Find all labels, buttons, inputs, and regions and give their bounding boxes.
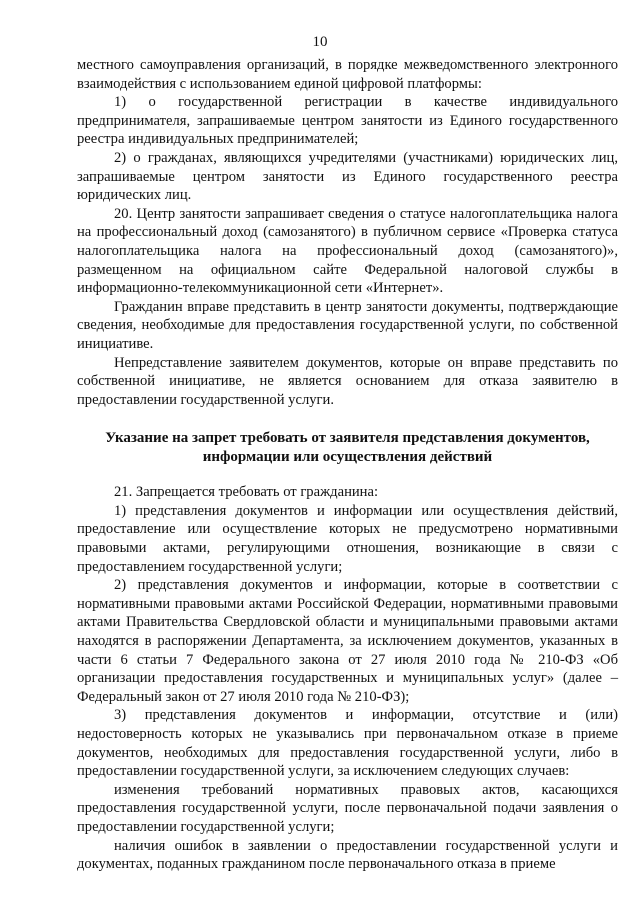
paragraph: Непредставление заявителем документов, которые он вправе представить по собственной инициативе, не является основанием для отказа заявителю в предоставлении государственной услуги. bbox=[77, 354, 618, 408]
paragraph: местного самоуправления организаций, в порядке межведомственного электронного взаимодействия с использованием единой цифровой платформы: bbox=[77, 57, 618, 92]
section-heading: Указание на запрет требовать от заявителя представления документов, информации или осуществления действий bbox=[105, 430, 590, 465]
spacer bbox=[77, 466, 618, 483]
paragraph: Гражданин вправе представить в центр занятости документы, подтверждающие сведения, необходимые для предоставления государственной услуги, по собственной инициативе. bbox=[77, 298, 618, 352]
paragraph: 1) о государственной регистрации в качестве индивидуального предпринимателя, запрашиваемые центром занятости из Единого государственного реестра индивидуальных предпринимателей; bbox=[77, 94, 618, 148]
paragraph: 21. Запрещается требовать от гражданина: bbox=[114, 484, 379, 501]
spacer bbox=[77, 409, 618, 429]
paragraph: 1) представления документов и информации или осуществления действий, предоставление или осуществление которых не предусмотрено нормативными правовыми актами, регулирующими отношения, возникающие в связи с предоставлением государственной услуги; bbox=[77, 502, 618, 575]
page-number: 10 bbox=[312, 34, 328, 50]
paragraph: 20. Центр занятости запрашивает сведения о статусе налогоплательщика налога на профессиональный доход (самозанятого) в публичном сервисе «Проверка статуса налогоплательщика налога на профессиональный доход (самозанятого)», размещенном на официальном сайте Федеральной налоговой службы в информационно-телекоммуникационной сети «Интернет». bbox=[77, 205, 618, 297]
paragraph: 2) о гражданах, являющихся учредителями (участниками) юридических лиц, запрашиваемые центром занятости из Единого государственного реестра юридических лиц. bbox=[77, 149, 618, 204]
paragraph: 2) представления документов и информации, которые в соответствии с нормативными правовыми актами Российской Федерации, нормативными правовыми актами Правительства Свердловской области и муниципальными правовыми актами находятся в распоряжении Департамента, за исключением документов, указанных в части 6 статьи 7 Федерального закона от 27 июля 2010 года № 210-ФЗ «Об организации предоставления государственных и муниципальных услуг» (далее – Федеральный закон от 27 июля 2010 года № 210-ФЗ); bbox=[77, 577, 618, 705]
document-body bbox=[77, 56, 618, 874]
paragraph: 3) представления документов и информации, отсутствие и (или) недостоверность которых не указывались при первоначальном отказе в приеме документов, необходимых для предоставления государственной услуги, либо в предоставлении государственной услуги, за исключением следующих случаев: bbox=[77, 707, 618, 780]
paragraph: наличия ошибок в заявлении о предоставлении государственной услуги и документах, поданных гражданином после первоначального отказа в приеме bbox=[77, 837, 618, 873]
paragraph: изменения требований нормативных правовых актов, касающихся предоставления государственной услуги, после первоначальной подачи заявления о предоставлении государственной услуги; bbox=[77, 781, 618, 835]
